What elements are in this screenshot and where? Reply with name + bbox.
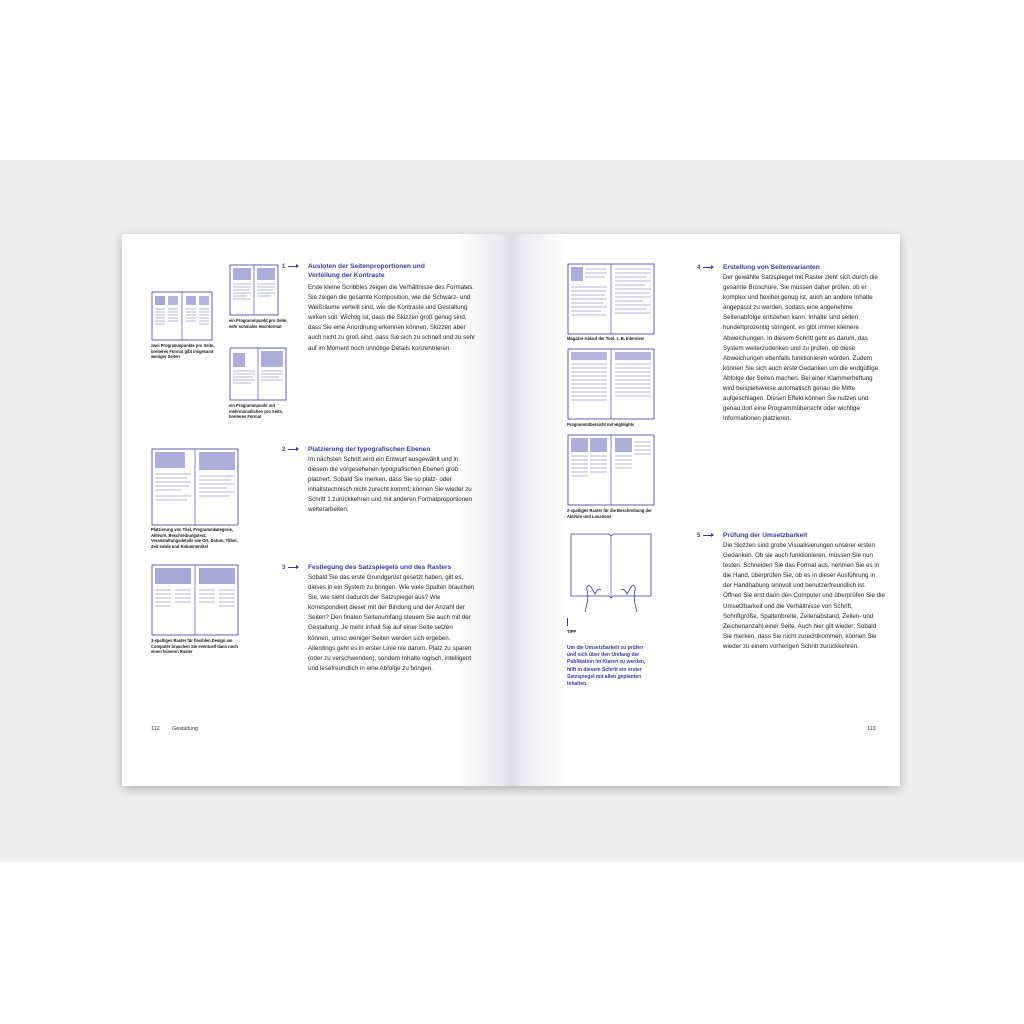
section-3-body: Sobald Sie das erste Grundgerüst gesetzt haben, gilt es, dieses in ein System zu bringen. Wie viele Spalten brauchen Sie, wie sieht dadurch der Satzspiegel aus? Wie korrespondiert dieser mit der Bindung und der Anzahl der Seiten? Den finalen Seitenumfang steuern Sie auch mit der Gestaltung: Je mehr Inhalt Sie auf einer Seite setzen können, umso weniger Seiten werden sich ergeben. Allerdings geht es in erster Linie nie darum, Platz zu sparen (oder zu verschwenden), sondern Inhalte logisch, intelligent und lesefreundlich in eine Abfolge zu bringen. [308, 574, 475, 672]
section-3-title: Festlegung des Satzspiegels und des Rasters [308, 564, 452, 571]
section-5-body: Die Skizzen sind grobe Visualisierungen unserer ersten Gedanken. Ob sie auch funktionieren, müssen Sie nun testen. Schneiden Sie das Format aus, nehmen Sie es in die Hand, überprüfen Sie, ob es in dieser Ausführung in der Handhabung sinnvoll und benutzerfreundlich ist. Öffnen Sie erst dann den Computer und überprüfen Sie die Umsetzbarkeit und die Verhältnisse von Schrift, Schriftgröße, Spaltenbreite, Zeilenabstand, Zeilen- und Zeichenanzahl einer Seite. Auch hier gilt wieder: Sobald Sie merken, dass Sie nicht zurechtkommen, können Sie wieder zu einem vorherigen Schritt zurückkehren. [723, 542, 885, 650]
section-1-body: Erste kleine Scribbles zeigen die Verhältnisse des Formates. Sie zeigen die gesamte Komposition, wie die Schwarz- und Weißräume verteilt sind, wie die Kontraste und Gestaltung wirken soll. Wichtig ist, dass die Skizzen groß genug sind, dass Sie eine Anordnung erkennen können, Skizzen aber auch nicht zu groß sind, dass Sie sich zu schnell und zu sehr auf im Moment noch unnötige Details konzentrieren. [308, 284, 476, 352]
arrow-icon [703, 535, 713, 536]
section-number-3: 3 [282, 565, 298, 571]
caption-sketch-1b: ein Programmpunkt pro Seite, sehr schmales Hochformat [229, 318, 288, 329]
tip-text: Um die Umsetzbarkeit zu prüfen und sich über den Umfang der Publikation im Klaren zu werden, hilft in diesem Schritt ein erster Satzspiegel mit allen geplanten Inhalten. [567, 645, 646, 688]
caption-sketch-4a: Magazin-Ablauf der Tool, z. B. Interview [567, 336, 644, 341]
section-4-title: Erstellung von Seitenvarianten [723, 264, 820, 271]
book-spread [122, 234, 900, 786]
caption-sketch-3: 3-spaltiges Raster für flexiblen Design am Computer brauchen Sie eventuell dann noch einen feineren Raster [151, 638, 238, 655]
section-5-title: Prüfung der Umsetzbarkeit [723, 532, 808, 539]
section-number-1: 1 [282, 264, 298, 270]
running-title: Gestaltung [172, 726, 199, 732]
section-number-5: 5 [697, 533, 713, 539]
page-number-right: 113 [867, 726, 876, 732]
sketch-wide-format [229, 347, 287, 401]
section-2-body: Im nächsten Schritt wird ein Entwurf ausgewählt und in diesem die vorgesehenen typografischen Ebenen grob platziert. Sobald Sie merken, dass Sie so platz- oder inhaltstechnisch nicht zurecht kommt, können Sie wieder zu Schritt 1 zurückkehren und mit anderen Formatproportionen weiterarbeiten. [308, 456, 473, 514]
section-1-title: Ausloten der Seitenproportionen und Verteilung der Kontraste [308, 263, 425, 279]
sketch-grid-layout [151, 564, 239, 636]
caption-sketch-4c: 2-spaltiges Raster für die Beschreibung der Akteure und Locations [567, 508, 652, 519]
sketch-two-column-grid [567, 434, 655, 506]
caption-sketch-4b: Programmübersicht mit Highlights [567, 422, 635, 427]
section-number-2: 2 [282, 447, 298, 453]
arrow-icon [288, 266, 298, 267]
caption-sketch-1a: zwei Programmpunkte pro Seite, breiteres Format gibt insgesamt weniger Seiten [151, 343, 215, 360]
tip-label: TIPP [567, 629, 577, 634]
caption-sketch-1c: ein Programmpunkt mit mehrmonatlichen pro Seite, breiteres Format [229, 403, 283, 420]
arrow-icon [703, 267, 713, 268]
arrow-icon [288, 449, 298, 450]
sketch-two-column-spread [151, 291, 213, 341]
caption-sketch-2: Platzierung von Titel, Programmkategorie, Akteure, Beschreibungstext, Veranstaltungsdetails wie Ort, Datum, Titbel, Zeit sowie und Kolumnentitel [151, 527, 238, 549]
section-2-title: Platzierung der typografischen Ebenen [308, 446, 431, 453]
sketch-hands-holding-brochure [567, 532, 655, 612]
arrow-icon [288, 567, 298, 568]
left-page [122, 234, 511, 786]
sketch-program-overview [567, 348, 655, 420]
sketch-typographic-levels [151, 448, 239, 526]
sketch-narrow-portrait [229, 264, 279, 316]
right-page [511, 234, 900, 786]
section-number-4: 4 [697, 265, 713, 271]
down-arrow-icon [567, 618, 568, 626]
sketch-magazine-spread [567, 263, 655, 335]
page-number-left: 112 [151, 726, 160, 732]
section-4-body: Der gewählte Satzspiegel mit Raster zieht sich durch die gesamte Broschüre. Sie müssen daher prüfen, ob er komplex und flexibel genug ist, auch an andere Inhalte angepasst zu werden, sodass eine angenehme Seitenabfolge entstehen kann. Inhalte sind selten hundertprozentig stringent, es gibt immer kleinere Abweichungen. In diesem Schritt geht es darum, das System weiterzudenken und zu prüfen, ob diese Abweichungen ebenfalls funktionieren würden. Zudem können Sie sich auch erste Gedanken um die endgültige Abfolge der Seiten machen. Bei einer Klammerheftung wird beispielsweise automatisch genau die Mitte aufgeschlagen. Diesen Effekt können Sie nutzen und genau dort eine Programmübersicht oder wichtige Informationen platzieren. [723, 274, 879, 423]
